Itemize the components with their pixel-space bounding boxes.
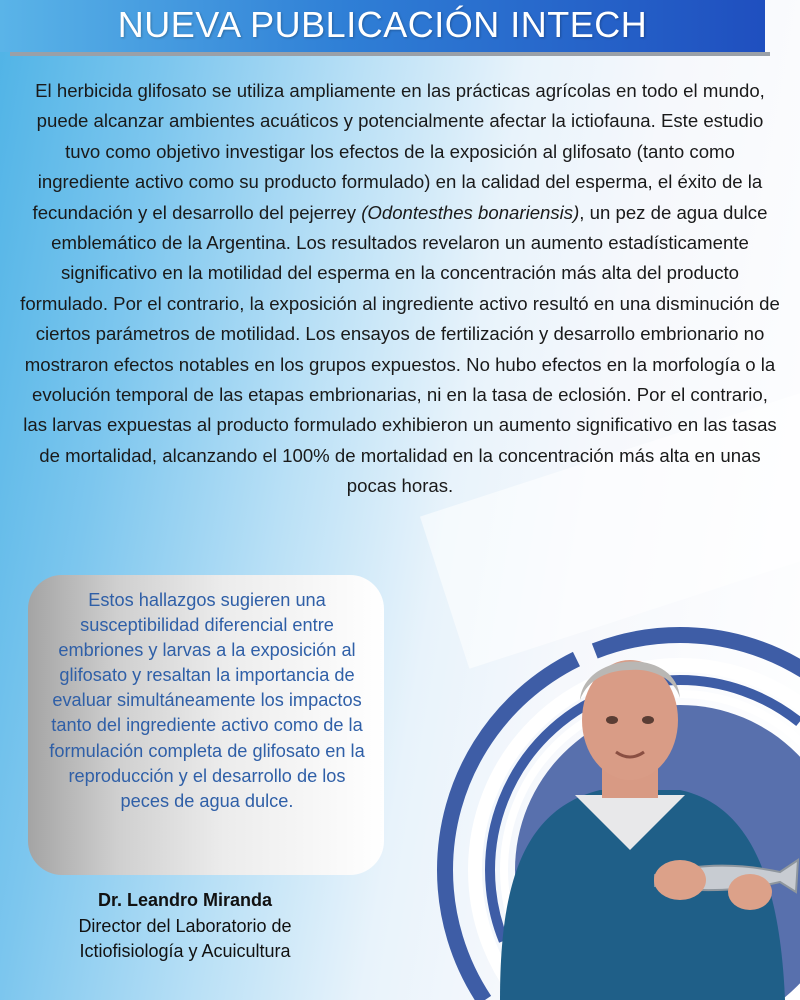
author-name: Dr. Leandro Miranda: [97, 890, 273, 910]
abstract-text-part1: El herbicida glifosato se utiliza ampliamente en las prácticas agrícolas en todo el mundo, puede alcanzar ambientes acuáticos y potencialmente afectar la ictiofauna. Este estudio tuvo como objetivo investigar los efectos de la exposición al glifosato (tanto como ingrediente activo como su producto formulado) en la calidad del esperma, el éxito de la fecundación y el desarrollo del pejerrey: [32, 80, 765, 223]
abstract-text-part2: , un pez de agua dulce emblemático de la Argentina. Los resultados revelaron un aumento estadísticamente significativo en la motilidad del esperma en la concentración más alta del producto formulado. Por el contrario, la exposición al ingrediente activo resultó en una disminución de ciertos parámetros de motilidad. Los ensayos de fertilización y desarrollo embrionario no mostraron efectos notables en los grupos expuestos. No hubo efectos en la morfología o la evolución temporal de las etapas embrionarias, ni en la tasa de eclosión. Por el contrario, las larvas expuestas al producto formulado exhibieron un aumento significativo en las tasas de mortalidad, alcanzando el 100% de mortalidad en la concentración más alta en unas pocas horas.: [20, 201, 780, 497]
quote-text: Estos hallazgos sugieren una susceptibilidad diferencial entre embriones y larvas a la exposición al glifosato y resaltan la importancia de evaluar simultáneamente los impactos tanto del ingrediente activo como de la formulación completa de glifosato en la reproducción y el desarrollo de los peces de agua dulce.: [49, 590, 365, 811]
abstract-paragraph: [20, 76, 780, 502]
author-role-line-1: Director del Laboratorio de: [78, 916, 292, 936]
author-photo: [480, 640, 800, 1000]
species-name: (Odontesthes bonariensis): [361, 201, 580, 223]
author-role: [50, 914, 320, 964]
author-role-line-2: Ictiofisiología y Acuicultura: [79, 941, 291, 961]
header-underline: [10, 52, 770, 56]
page-title: NUEVA PUBLICACIÓN INTECH: [117, 4, 648, 45]
header-banner: [0, 0, 765, 52]
researcher-holding-fish-photo: [480, 640, 800, 1000]
